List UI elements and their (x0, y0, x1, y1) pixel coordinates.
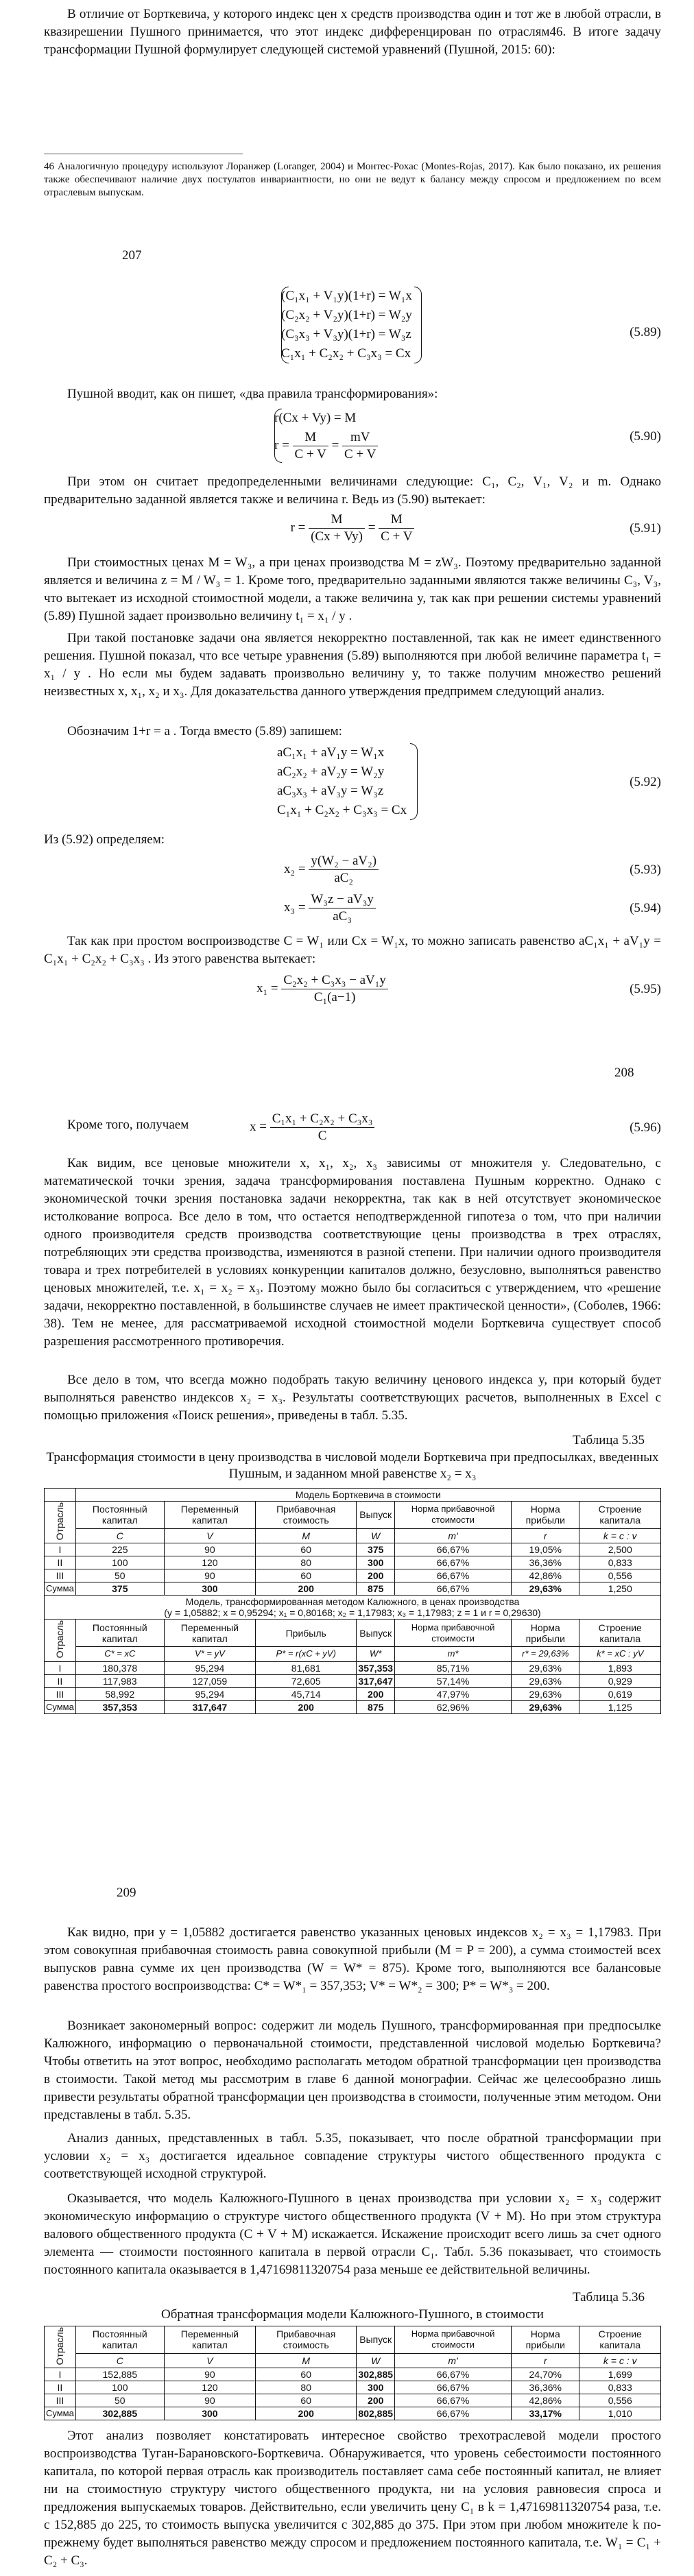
paragraph-ill-posed (44, 629, 661, 701)
table-row (45, 1543, 661, 1556)
fraction (281, 972, 388, 1006)
column-header: Норма прибавочной стоимости (395, 1502, 512, 1529)
paragraph-conclusion (44, 2427, 661, 2570)
paragraph-text: Кроме того, получаем (67, 1118, 189, 1132)
table-header-row (45, 1620, 661, 1647)
row-label: I (45, 1661, 76, 1674)
table-symbol-row (45, 2353, 661, 2368)
equation-line: aC₂x₂ + aV₂y = W₂y (277, 765, 385, 779)
paragraph-question (44, 2017, 661, 2124)
table-cell: 29,63% (512, 1674, 579, 1687)
paragraph-as-seen (44, 1924, 661, 1995)
table-header-row (45, 1596, 661, 1620)
row-label: II (45, 2381, 76, 2394)
table-sum-row (45, 1700, 661, 1713)
table-cell: 302,885 (357, 2368, 395, 2381)
table-cell: 24,70% (512, 2368, 579, 2381)
fraction-numerator: mV (342, 429, 378, 446)
table-cell: 36,36% (512, 2381, 579, 2394)
column-symbol: W (357, 2353, 395, 2368)
table-label: Таблица 5.35 (572, 1433, 645, 1447)
table-cell: 100 (75, 1556, 164, 1569)
column-header: Выпуск (357, 2326, 395, 2354)
fraction-denominator: C + V (294, 447, 326, 461)
equation-number: (5.90) (630, 429, 661, 444)
table-cell: 19,05% (512, 1543, 579, 1556)
table-header: Модель Борткевича в стоимости (75, 1489, 660, 1502)
subheader-line: (y = 1,05882; x = 0,95294; x₁ = 0,80168; x₂ = 1,17983; x₃ = 1,17983; z = 1 и r = 0,29630) (164, 1607, 541, 1619)
column-symbol: m' (395, 2353, 512, 2368)
table-cell: 81,681 (256, 1661, 357, 1674)
equation-line: r(Cx + Vy) = M (274, 411, 357, 425)
table-cell: 42,86% (512, 1569, 579, 1582)
column-header: Норма прибыли (512, 1502, 579, 1529)
table-cell: 1,699 (579, 2368, 661, 2381)
row-label: Сумма (45, 1582, 76, 1596)
table-cell: 29,63% (512, 1700, 579, 1713)
row-label: I (45, 2368, 76, 2381)
paragraph-text: Этот анализ позволяет констатировать интересное свойство трехотраслевой модели простого воспроизводства Туган-Барановского-Борткевича. Обнаруживается, что уровень себестоимости постоянного капитала, по которой первая отрасль как производитель поставляет сама себе постоянный капитал, не влияет ни на стоимостную структуру чистого общественного продукта, ни на условия равновесия спроса и предложения выпускаемых товаров. Действительно, если увеличить цену C₁ в k = 1,47169811320754 раза, т.е. с 152,885 до 225, то стоимость выпуска увеличится с 302,885 до 375. При этом при любом множителе k по-прежнему будет выполняться равенство между спросом и предложением постоянного капитала, т.е. W₁ = C₁ + C₂ + C₃. (44, 2429, 661, 2568)
table-cell: 0,833 (579, 2381, 661, 2394)
table-row (45, 2368, 661, 2381)
table-cell: 47,97% (395, 1687, 512, 1700)
table-cell: 80 (256, 1556, 357, 1569)
table-header-row (45, 1502, 661, 1529)
fraction (309, 853, 379, 887)
paragraph-price-multipliers (44, 1155, 661, 1351)
paragraph-text: Из (5.92) определяем: (44, 832, 165, 847)
right-brace (414, 287, 422, 363)
equation-line: C₁x₁ + C₂x₂ + C₃x₃ = Cx (281, 346, 411, 361)
column-symbol: r (512, 1528, 579, 1543)
paragraph-denote (44, 723, 661, 741)
column-header: Прибыль (256, 1620, 357, 1647)
right-brace (410, 743, 418, 820)
table-cell: 375 (357, 1543, 395, 1556)
table-cell: 66,67% (395, 1556, 512, 1569)
table-sum-row (45, 2407, 661, 2420)
equation-5-94 (44, 891, 661, 928)
paragraph-model-contains (44, 2190, 661, 2279)
table-cell: 180,378 (75, 1661, 164, 1674)
fraction (379, 511, 414, 545)
table-label: Таблица 5.36 (572, 2290, 645, 2304)
fraction-numerator: W₃z − aV₃y (309, 891, 375, 908)
row-label: III (45, 1569, 76, 1582)
page-number: 207 (122, 248, 142, 263)
column-symbol: M (256, 2353, 357, 2368)
row-label: Сумма (45, 1700, 76, 1713)
equation-lhs: x = (250, 1119, 267, 1134)
table-cell: 1,125 (579, 1700, 661, 1713)
table-cell: 200 (256, 1700, 357, 1713)
equation-line: aC₁x₁ + aV₁y = W₁x (277, 745, 385, 760)
table-side-label: Отрасль (45, 1620, 76, 1661)
table-cell: 100 (75, 2381, 164, 2394)
table-cell: 60 (256, 2394, 357, 2407)
equals-sign: = (331, 437, 339, 453)
column-symbol: k = c : v (579, 1528, 661, 1543)
equation-line: (C₂x₂ + V₂y)(1+r) = W₂y (281, 308, 412, 322)
table-cell: 66,67% (395, 2407, 512, 2420)
paragraph-text: Оказывается, что модель Калюжного-Пушного в ценах производства при условии x₂ = x₃ содержит экономическую информацию о структуре чистого общественного продукта (V + M). Но при этом структура валового общественного продукта (C + V + M) искажается. Искажение происходит всего лишь за счет одного элемента — стоимости постоянного капитала в первой отрасли C₁. Табл. 5.36 показывает, что стоимость постоянного капитала оказывается в 1,47169811320754 раза меньше ее действительной величины. (44, 2191, 661, 2277)
page-number: 208 (614, 1066, 634, 1080)
table-cell: 95,294 (164, 1661, 255, 1674)
table-cell: 50 (75, 1569, 164, 1582)
table-cell: 72,605 (256, 1674, 357, 1687)
table-symbol-row (45, 1528, 661, 1543)
table-cell: 45,714 (256, 1687, 357, 1700)
equation-system (263, 409, 378, 463)
fraction (309, 891, 375, 925)
equation-line: aC₃x₃ + aV₃y = W₃z (277, 784, 384, 798)
equation-lhs: r = (290, 520, 306, 535)
table-cell: 57,14% (395, 1674, 512, 1687)
table-cell: 1,010 (579, 2407, 661, 2420)
equation-lhs: x₂ = (284, 861, 306, 876)
column-header: Норма прибавочной стоимости (395, 1620, 512, 1647)
equation-number: (5.96) (630, 1120, 661, 1135)
table-cell: 60 (256, 1543, 357, 1556)
column-symbol: r (512, 2353, 579, 2368)
equation-line: (C₁x₁ + V₁y)(1+r) = W₁x (281, 289, 412, 303)
column-header: Постоянный капитал (75, 2326, 164, 2354)
table-5-35-full (44, 1488, 661, 1714)
column-header: Прибавочная стоимость (256, 1502, 357, 1529)
column-symbol: W (357, 1528, 395, 1543)
fraction-numerator: C₁x₁ + C₂x₂ + C₃x₃ (270, 1111, 375, 1128)
table-sum-row (45, 1582, 661, 1596)
table-cell: 117,983 (75, 1674, 164, 1687)
column-symbol: V* = yV (164, 1647, 255, 1662)
equation-line: C₁x₁ + C₂x₂ + C₃x₃ = Cx (277, 803, 407, 817)
column-header: Выпуск (357, 1502, 395, 1529)
column-header: Норма прибавочной стоимости (395, 2326, 512, 2354)
paragraph-text: При этом он считает предопределенными величинами следующие: C₁, C₂, V₁, V₂ и m. Однако предварительно заданной является также и величина r. Ведь из (5.90) вытекает: (44, 474, 661, 507)
table-cell: 300 (357, 1556, 395, 1569)
paragraph-text: В отличие от Борткевича, у которого индекс цен х средств производства один и тот же в любой отрасли, в квазирешении Пушного принимается, что этот индекс дифференцирован по отраслям46. В итоге задачу трансформации Пушной формулирует следующей системой уравнений (Пушной, 2015: 60): (44, 7, 661, 57)
column-symbol: V (164, 2353, 255, 2368)
table-row (45, 2394, 661, 2407)
fraction-denominator: C + V (381, 529, 413, 544)
column-symbol: P* = r(xC + yV) (256, 1647, 357, 1662)
table-cell: 66,67% (395, 2394, 512, 2407)
table-cell: 80 (256, 2381, 357, 2394)
paragraph-text: Анализ данных, представленных в табл. 5.35, показывает, что после обратной трансформации при условии x₂ = x₃ достигается идеальное совпадение структуры чистого общественного продукта с соответствующей исходной структурой. (44, 2131, 661, 2181)
paragraph-text: Обозначим 1+r = a . Тогда вместо (5.89) запишем: (67, 724, 342, 738)
table-cell: 200 (357, 2394, 395, 2407)
column-header: Переменный капитал (164, 1502, 255, 1529)
row-label: III (45, 1687, 76, 1700)
table-cell: 90 (164, 1569, 255, 1582)
table-cell: 200 (256, 2407, 357, 2420)
fraction-numerator: C₂x₂ + C₃x₃ − aV₁y (281, 972, 388, 989)
equation-number: (5.91) (630, 521, 661, 535)
paragraph-cost-prices (44, 554, 661, 625)
equation-5-92 (44, 743, 661, 826)
equation-number: (5.94) (630, 901, 661, 915)
table-cell: 95,294 (164, 1687, 255, 1700)
footnote (44, 160, 661, 200)
equation-lhs: x₃ = (284, 900, 306, 915)
table-cell: 317,647 (357, 1674, 395, 1687)
equation-5-89 (44, 287, 661, 383)
fraction-numerator: y(W₂ − aV₂) (309, 853, 379, 870)
equation-lhs: x₁ = (256, 980, 278, 996)
equation-5-90 (44, 409, 661, 469)
table-cell: 225 (75, 1543, 164, 1556)
fraction-denominator: (Cx + Vy) (311, 529, 363, 544)
fraction-denominator: C + V (344, 447, 376, 461)
equation-line (44, 511, 661, 545)
column-header: Строение капитала (579, 1620, 661, 1647)
table-cell: 875 (357, 1582, 395, 1596)
equation-lhs: r = (274, 437, 289, 453)
fraction-denominator: C (318, 1129, 327, 1143)
table-cell: 90 (164, 2368, 255, 2381)
table-row (45, 1556, 661, 1569)
equation-5-96 (44, 1111, 661, 1149)
table-cell: 66,67% (395, 2381, 512, 2394)
subheader-line: Модель, трансформированная методом Калюжного, в ценах производства (185, 1596, 520, 1608)
row-label: II (45, 1674, 76, 1687)
paragraph-intro (44, 5, 661, 59)
table-cell: 60 (256, 2368, 357, 2381)
equation-line (274, 429, 378, 463)
equation-number: (5.92) (630, 775, 661, 789)
row-label: III (45, 2394, 76, 2407)
table-cell: 90 (164, 2394, 255, 2407)
left-brace (281, 287, 289, 363)
paragraph-analysis (44, 2130, 661, 2183)
column-header: Норма прибыли (512, 1620, 579, 1647)
table-row (45, 2381, 661, 2394)
equation-system (270, 287, 422, 363)
table-cell: 200 (256, 1582, 357, 1596)
table-cell: 29,63% (512, 1661, 579, 1674)
equation-5-91 (44, 511, 661, 550)
table-cell: 36,36% (512, 1556, 579, 1569)
page-number: 209 (117, 1886, 136, 1900)
column-header: Постоянный капитал (75, 1620, 164, 1647)
table-cell: 0,929 (579, 1674, 661, 1687)
paragraph-equality (44, 1371, 661, 1425)
column-header: Выпуск (357, 1620, 395, 1647)
table-side-label: Отрасль (45, 1502, 76, 1543)
fraction (270, 1111, 375, 1144)
table-caption: Трансформация стоимости в цену производства в числовой модели Борткевича при предпосылках, введенных Пушным, и заданном мной равенстве x₂ = x₃ (46, 1450, 659, 1481)
table-cell: 152,885 (75, 2368, 164, 2381)
table-cell: 42,86% (512, 2394, 579, 2407)
table-side-label: Отрасль (45, 2326, 76, 2368)
table-5-36 (44, 2326, 661, 2420)
table-cell: 29,63% (512, 1687, 579, 1700)
table-cell: 66,67% (395, 1569, 512, 1582)
equation-number: (5.95) (630, 982, 661, 996)
equation-line: (C₃x₃ + V₃y)(1+r) = W₃z (281, 327, 411, 341)
column-symbol: k = c : v (579, 2353, 661, 2368)
table-symbol-row (45, 1647, 661, 1662)
fraction-numerator: M (293, 429, 328, 446)
paragraph-simple-reproduction (44, 932, 661, 968)
paragraph-text: При стоимостных ценах M = W₃, а при ценах производства M = zW₃. Поэтому предварительно заданной является и величина z = M / W₃ = 1. Кроме того, предварительно заданными являются также величины C₃, V₃, что вытекает из исходной стоимостной модели, а также величина y, так как при решении системы уравнений (5.89) Пушной задает произвольно величину t₁ = x₁ / y . (44, 555, 661, 623)
table-cell: 66,67% (395, 1582, 512, 1596)
equation-line (256, 972, 388, 1006)
equation-5-93 (44, 853, 661, 890)
table-row (45, 1674, 661, 1687)
fraction (342, 429, 378, 463)
column-header: Прибавочная стоимость (256, 2326, 357, 2354)
fraction-denominator: C₁(a−1) (313, 990, 356, 1004)
table-cell: 90 (164, 1543, 255, 1556)
table-cell: 0,556 (579, 1569, 661, 1582)
table-cell: 1,250 (579, 1582, 661, 1596)
table-cell: 317,647 (164, 1700, 255, 1713)
table-cell: 120 (164, 1556, 255, 1569)
paragraph-determine (44, 831, 661, 849)
table-caption: Обратная трансформация модели Калюжного-Пушного, в стоимости (161, 2307, 544, 2322)
table-cell: 357,353 (75, 1700, 164, 1713)
column-symbol: r* = 29,63% (512, 1647, 579, 1662)
table-cell: 60 (256, 1569, 357, 1582)
table-cell: 0,833 (579, 1556, 661, 1569)
table-cell: 2,500 (579, 1543, 661, 1556)
table-cell: 357,353 (357, 1661, 395, 1674)
equation-number: (5.89) (630, 325, 661, 339)
table-cell: 120 (164, 2381, 255, 2394)
equation-number: (5.93) (630, 863, 661, 877)
column-header: Норма прибыли (512, 2326, 579, 2354)
table-cell: 66,67% (395, 2368, 512, 2381)
paragraph-text: Как видно, при y = 1,05882 достигается равенство указанных ценовых индексов x₂ = x₃ = 1,17983. При этом совокупная прибавочная стоимость равна совокупной прибыли (M = P = 200), а сумма стоимостей всех выпусков равна сумме их цен производства (W = W* = 875). Кроме того, выполняются все балансовые равенства простого воспроизводства: C* = W*₁ = 357,353; V* = W*₂ = 300; P* = W*₃ = 200. (44, 1925, 661, 1993)
table-cell: 300 (164, 1582, 255, 1596)
footnote-text: 46 Аналогичную процедуру используют Лоранжер (Loranger, 2004) и Монтес-Рохас (Montes-Rojas, 2017). Как было показано, их решения также обеспечивают наличие двух постулатов инвариантности, но они не ведут к балансу между спросом и предложением по всем отраслевым выпускам. (44, 161, 661, 198)
table-cell: 127,059 (164, 1674, 255, 1687)
table-cell: 66,67% (395, 1543, 512, 1556)
table-cell: 33,17% (512, 2407, 579, 2420)
table-cell: 200 (357, 1687, 395, 1700)
column-symbol: C (75, 1528, 164, 1543)
table-cell: 50 (75, 2394, 164, 2407)
row-label: Сумма (45, 2407, 76, 2420)
table-cell: 0,619 (579, 1687, 661, 1700)
column-symbol: W* (357, 1647, 395, 1662)
table-cell: 302,885 (75, 2407, 164, 2420)
table-header-row (45, 2326, 661, 2354)
equation-system (277, 743, 418, 820)
paragraph-text: Возникает закономерный вопрос: содержит ли модель Пушного, трансформированная при предпосылке Калюжного, информацию о первоначальной стоимости, представленной числовой моделью Борткевича? Чтобы ответить на этот вопрос, необходимо располагать методом обратной трансформации цен производства в стоимости. Такой метод мы рассмотрим в главе 6 данной монографии. Сейчас же целесообразно лишь привести результаты обратной трансформации цен производства в стоимости, полученные этим методом. Они представлены в табл. 5.35. (44, 2019, 661, 2122)
column-header: Переменный капитал (164, 1620, 255, 1647)
paragraph-text: Пушной вводит, как он пишет, «два правила трансформирования»: (67, 387, 438, 401)
equation-5-95 (44, 972, 661, 1011)
paragraph-predetermined (44, 473, 661, 509)
table-cell: 58,992 (75, 1687, 164, 1700)
column-header: Строение капитала (579, 2326, 661, 2354)
left-brace (274, 409, 282, 463)
table-cell: 62,96% (395, 1700, 512, 1713)
table-cell: 0,556 (579, 2394, 661, 2407)
table-cell: 802,885 (357, 2407, 395, 2420)
table-cell: 200 (357, 1569, 395, 1582)
table-row (45, 1687, 661, 1700)
table-cell: 875 (357, 1700, 395, 1713)
column-symbol: C (75, 2353, 164, 2368)
fraction-denominator: aC₃ (333, 909, 352, 924)
fraction-numerator: M (309, 511, 365, 529)
equation-line (250, 1111, 374, 1144)
table-cell: 1,893 (579, 1661, 661, 1674)
paragraph-text: Как видим, все ценовые множители x, x₁, x₂, x₃ зависимы от множителя y. Следовательно, с математической точки зрения, задача трансформирования поставлена Пушным корректно. Однако с экономической точки зрения постановка задачи некорректна, так как в ней отсутствует экономическое истолкование вопроса. Все дело в том, что остается неподтвержденной гипотеза о том, что при наличии одного производителя средств производства соответствующие цены производства в трех отраслях, потребляющих эти средства производства, изменяются в разной степени. При наличии одного производителя товара и трех потребителей в условиях конкуренции капиталов должно, безусловно, выполняться равенство ценовых множителей, т.е. x₁ = x₂ = x₃. Поэтому можно было бы согласиться с утверждением, что «решение задачи, некорректно поставленной, в большинстве случаев не имеет практической ценности», (Соболев, 1966: 38). Тем не менее, для рассматриваемой исходной стоимостной модели Борткевича существует способ разрешения рассмотренного противоречия. (44, 1156, 661, 1349)
fraction-numerator: M (379, 511, 414, 529)
row-label: II (45, 1556, 76, 1569)
fraction (309, 511, 365, 545)
table-row (45, 1661, 661, 1674)
equation-line (284, 891, 376, 925)
table-cell: 300 (357, 2381, 395, 2394)
paragraph-text: Все дело в том, что всегда можно подобрать такую величину ценового индекса y, при который будет выполняться равенство индексов x₂ = x₃. Результаты соответствующих расчетов, выполненных в Excel с помощью приложения «Поиск решения», приведены в табл. 5.35. (44, 1373, 661, 1423)
column-symbol: M (256, 1528, 357, 1543)
column-symbol: m' (395, 1528, 512, 1543)
table-corner (45, 1489, 76, 1502)
column-header: Строение капитала (579, 1502, 661, 1529)
column-symbol: m* (395, 1647, 512, 1662)
equation-line (284, 853, 379, 887)
table-cell: 375 (75, 1582, 164, 1596)
row-label: I (45, 1543, 76, 1556)
equals-sign: = (368, 520, 376, 535)
column-header: Переменный капитал (164, 2326, 255, 2354)
table-cell: 300 (164, 2407, 255, 2420)
paragraph-text: Так как при простом воспроизводстве C = W₁ или Cx = W₁x, то можно записать равенство aC₁x₁ + aV₁y = C₁x₁ + C₂x₂ + C₃x₃ . Из этого равенства вытекает: (44, 934, 661, 966)
column-symbol: k* = xC : yV (579, 1647, 661, 1662)
table-subheader (45, 1596, 661, 1620)
column-symbol: V (164, 1528, 255, 1543)
table-cell: 29,63% (512, 1582, 579, 1596)
column-header: Постоянный капитал (75, 1502, 164, 1529)
table-header-row (45, 1489, 661, 1502)
fraction-denominator: aC₂ (334, 871, 354, 885)
paragraph-text: При такой постановке задачи она является некорректно поставленной, так как не имеет единственного решения. Пушной показал, что все четыре уравнения (5.89) выполняются при любой величине параметра t₁ = x₁ / y . Но если мы будем задавать произвольно величину y, то также получим множество решений неизвестных x, x₁, x₂ и x₃. Для доказательства данного утверждения предпримем следующий анализ. (44, 631, 661, 699)
paragraph-rules (44, 385, 661, 403)
table-row (45, 1569, 661, 1582)
fraction (293, 429, 328, 463)
column-symbol: C* = xC (75, 1647, 164, 1662)
table-cell: 85,71% (395, 1661, 512, 1674)
